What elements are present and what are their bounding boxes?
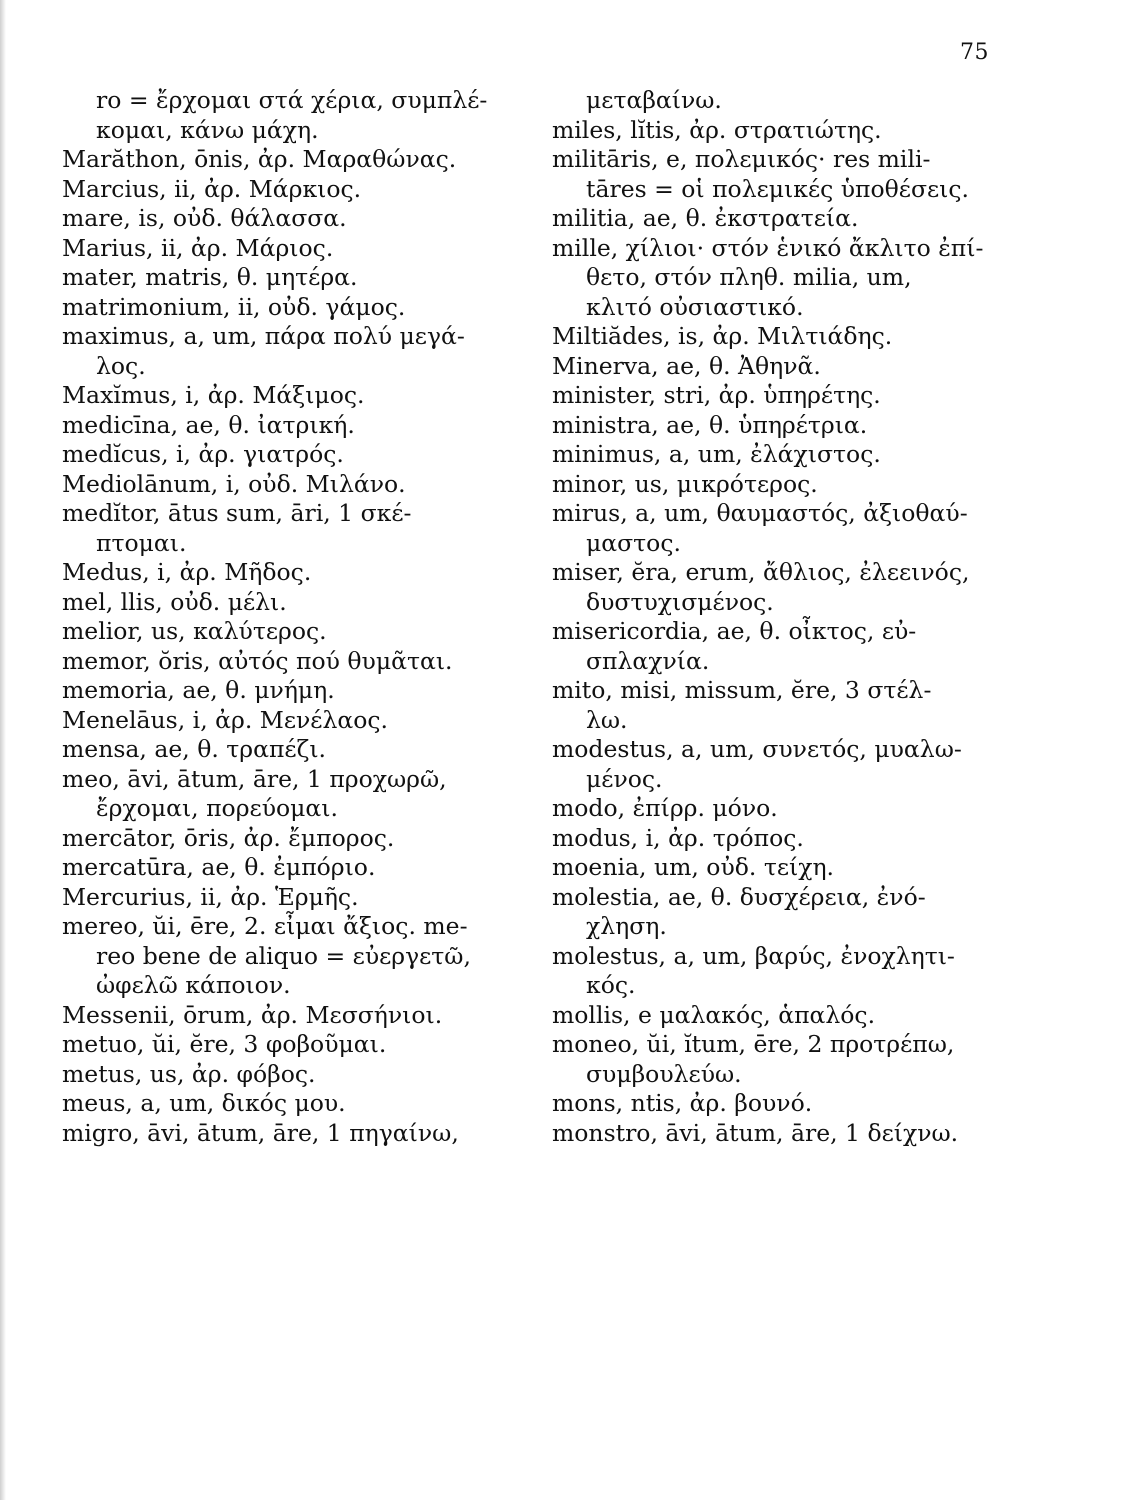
- left-column: [62, 86, 532, 1148]
- right-column-line: Minerva, ae, θ. Ἀθηνᾶ.: [552, 351, 821, 380]
- left-column-line: Marăthon, ōnis, ἀρ. Μαραθώνας.: [62, 145, 457, 173]
- left-column-line: maximus, a, um, πάρα πολύ μεγά-: [62, 322, 465, 350]
- right-column-line: minor, us, μικρότερος.: [552, 469, 818, 498]
- right-column-line: λω.: [586, 705, 628, 734]
- left-column-line: medĭcus, i, ἀρ. γιατρός.: [62, 440, 344, 468]
- right-column-line: mons, ntis, ἀρ. βουνό.: [552, 1089, 813, 1117]
- left-column-line: Mediolānum, i, οὐδ. Μιλάνο.: [62, 469, 406, 498]
- page-number: 75: [960, 40, 989, 65]
- right-column-line: modus, i, ἀρ. τρόπος.: [552, 823, 804, 852]
- left-column-line: memor, ŏris, αὐτός πού θυμᾶται.: [62, 646, 453, 675]
- left-column-line: Maxĭmus, i, ἀρ. Μάξιμος.: [62, 381, 365, 409]
- left-column-line: πτομαι.: [96, 528, 187, 557]
- left-column-line: mercatūra, ae, θ. ἐμπόριο.: [62, 853, 376, 881]
- right-column-line: κός.: [586, 971, 636, 999]
- left-column-line: meus, a, um, δικός μου.: [62, 1089, 346, 1117]
- left-column-line: Mercurius, ii, ἀρ. Ἑρμῆς.: [62, 882, 359, 911]
- right-column-line: modo, ἐπίρρ. μόνο.: [552, 794, 778, 822]
- right-column-line: modestus, a, um, συνετός, μυαλω-: [552, 735, 962, 763]
- right-column-line: mirus, a, um, θαυμαστός, ἀξιοθαύ-: [552, 499, 968, 527]
- right-column-line: miles, lĭtis, ἀρ. στρατιώτης.: [552, 115, 882, 144]
- left-column-line: κομαι, κάνω μάχη.: [96, 115, 319, 144]
- left-column-line: λος.: [96, 351, 146, 380]
- right-column-line: μαστος.: [586, 528, 681, 557]
- right-column-line: κλιτό οὐσιαστικό.: [586, 292, 804, 321]
- right-column-line: mito, misi, missum, ĕre, 3 στέλ-: [552, 676, 932, 704]
- left-column-line: medĭtor, ātus sum, āri, 1 σκέ-: [62, 499, 412, 527]
- right-column-line: miser, ĕra, erum, ἄθλιος, ἐλεεινός,: [552, 558, 970, 586]
- right-column-line: Miltiădes, is, ἀρ. Μιλτιάδης.: [552, 322, 893, 350]
- right-column-line: tāres = οἱ πολεμικές ὑποθέσεις.: [586, 174, 970, 203]
- right-column-line: μένος.: [586, 764, 663, 793]
- left-column-line: mel, llis, οὐδ. μέλι.: [62, 587, 287, 616]
- left-column-line: Messenii, ōrum, ἀρ. Μεσσήνιοι.: [62, 1000, 443, 1029]
- left-column-line: ro = ἔρχομαι στά χέρια, συμπλέ-: [96, 86, 488, 114]
- right-column-line: militāris, e, πολεμικός· res mili-: [552, 145, 931, 173]
- left-column-line: mereo, ŭi, ēre, 2. εἶμαι ἄξιος. me-: [62, 912, 468, 940]
- right-column-line: ministra, ae, θ. ὑπηρέτρια.: [552, 410, 868, 439]
- left-column-line: metuo, ŭi, ĕre, 3 φοβοῦμαι.: [62, 1030, 387, 1058]
- left-column-line: melior, us, καλύτερος.: [62, 617, 327, 645]
- right-column-line: minister, stri, ἀρ. ὑπηρέτης.: [552, 381, 881, 409]
- right-column-line: molestia, ae, θ. δυσχέρεια, ἐνό-: [552, 882, 926, 911]
- right-column: [552, 86, 1022, 1148]
- right-column-line: misericordia, ae, θ. οἶκτος, εὐ-: [552, 617, 917, 645]
- left-column-line: matrimonium, ii, οὐδ. γάμος.: [62, 292, 406, 321]
- left-column-line: ὠφελῶ κάποιον.: [96, 971, 291, 999]
- right-column-line: militia, ae, θ. ἐκστρατεία.: [552, 204, 859, 232]
- left-column-line: reo bene de aliquo = εὐεργετῶ,: [96, 941, 471, 970]
- right-column-line: moenia, um, οὐδ. τείχη.: [552, 853, 834, 881]
- left-column-line: memoria, ae, θ. μνήμη.: [62, 676, 335, 704]
- left-column-line: Marius, ii, ἀρ. Μάριος.: [62, 233, 334, 262]
- left-column-line: mater, matris, θ. μητέρα.: [62, 263, 358, 291]
- left-column-line: Medus, i, ἀρ. Μῆδος.: [62, 558, 312, 586]
- right-column-line: mille, χίλιοι· στόν ἑνικό ἄκλιτο ἐπί-: [552, 233, 984, 262]
- right-column-line: monstro, āvi, ātum, āre, 1 δείχνω.: [552, 1118, 959, 1147]
- left-column-line: migro, āvi, ātum, āre, 1 πηγαίνω,: [62, 1118, 459, 1147]
- left-column-line: mensa, ae, θ. τραπέζι.: [62, 735, 327, 763]
- right-column-line: δυστυχισμένος.: [586, 587, 774, 616]
- right-column-line: σπλαχνία.: [586, 646, 710, 675]
- left-column-line: Marcius, ii, ἀρ. Μάρκιος.: [62, 174, 362, 203]
- left-column-line: mare, is, οὐδ. θάλασσα.: [62, 204, 347, 232]
- left-column-line: medicīna, ae, θ. ἰατρική.: [62, 410, 355, 439]
- left-column-line: ἔρχομαι, πορεύομαι.: [96, 794, 338, 822]
- right-column-line: mollis, e μαλακός, ἁπαλός.: [552, 1000, 876, 1029]
- left-column-line: meo, āvi, ātum, āre, 1 προχωρῶ,: [62, 764, 447, 793]
- left-column-line: mercātor, ōris, ἀρ. ἔμπορος.: [62, 823, 395, 852]
- left-column-line: metus, us, ἀρ. φόβος.: [62, 1059, 316, 1088]
- page-edge-shadow: [0, 0, 6, 1500]
- right-column-line: θετο, στόν πληθ. milia, um,: [586, 263, 912, 291]
- right-column-line: moneo, ŭi, ĭtum, ēre, 2 προτρέπω,: [552, 1030, 955, 1058]
- right-column-line: μεταβαίνω.: [586, 86, 722, 114]
- right-column-line: συμβουλεύω.: [586, 1059, 742, 1088]
- right-column-line: minimus, a, um, ἐλάχιστος.: [552, 440, 881, 468]
- right-column-line: molestus, a, um, βαρύς, ἐνοχλητι-: [552, 941, 955, 970]
- left-column-line: Menelāus, i, ἀρ. Μενέλαος.: [62, 705, 388, 734]
- right-column-line: χληση.: [586, 912, 667, 940]
